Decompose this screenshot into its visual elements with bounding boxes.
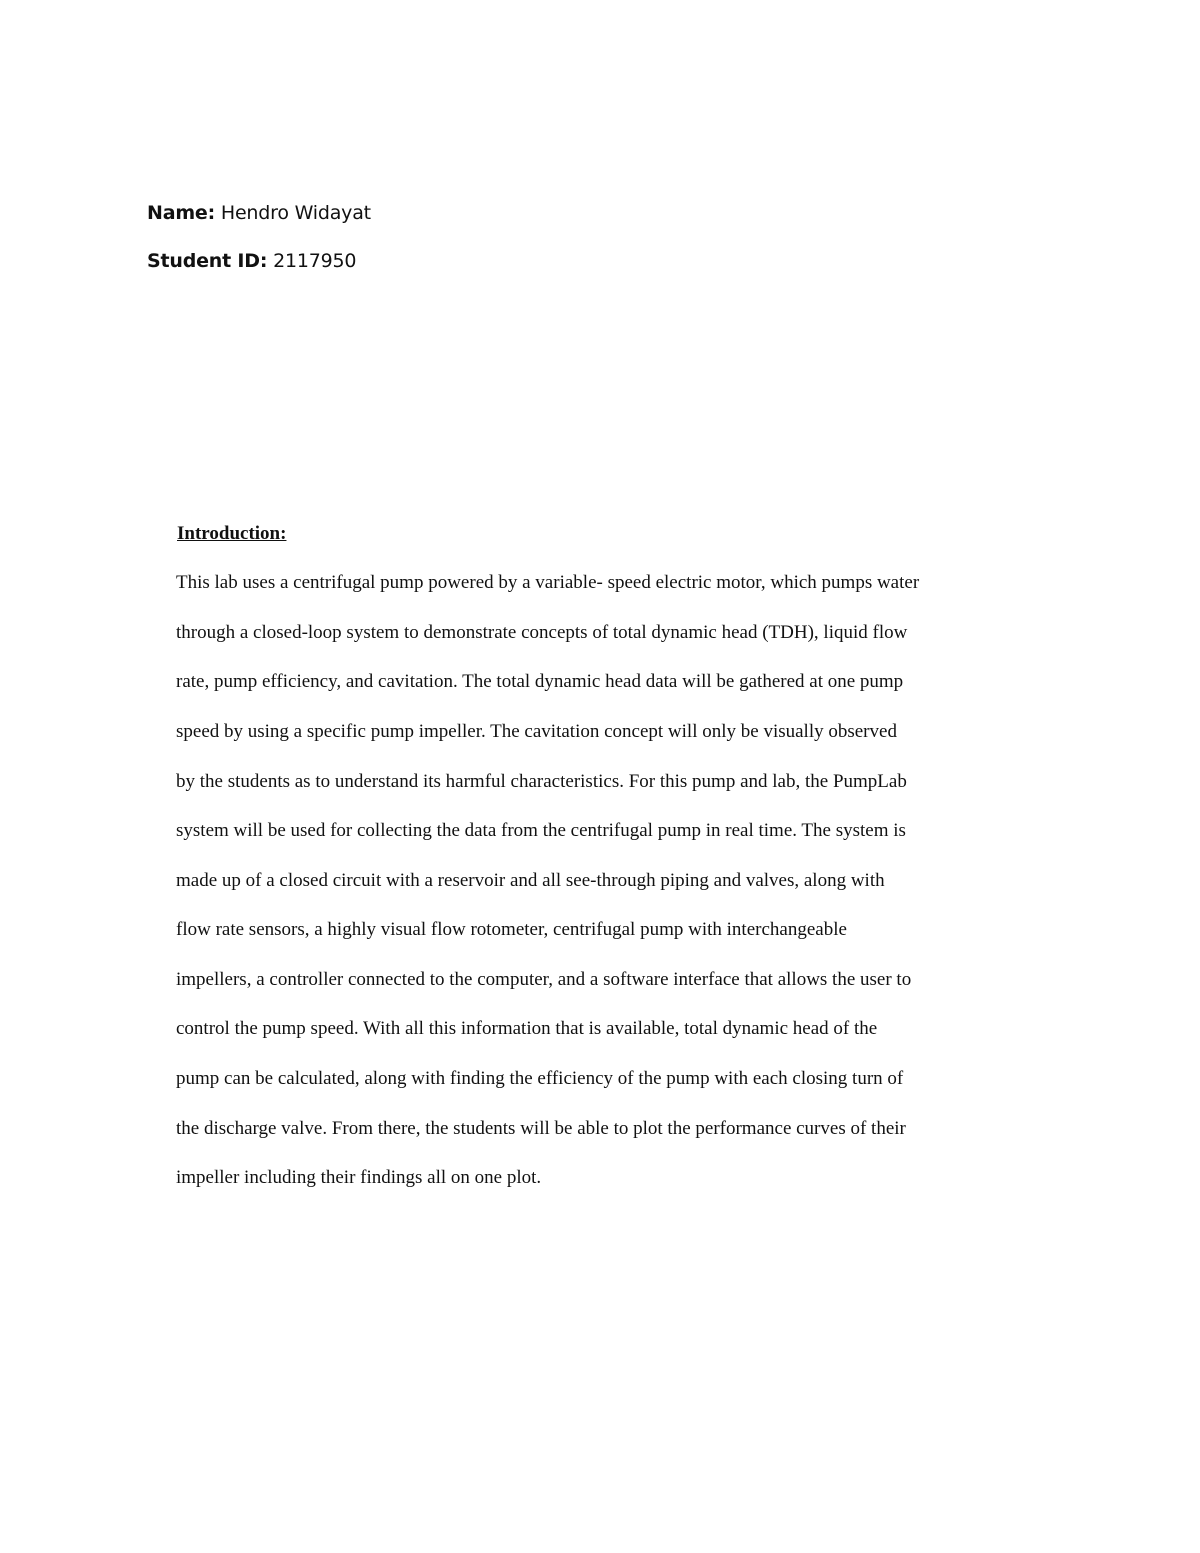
introduction-line-5: by the students as to understand its harmful characteristics. For this pump and lab, the PumpLab [176,771,907,792]
introduction-line-8: flow rate sensors, a highly visual flow rotometer, centrifugal pump with interchangeable [176,919,847,940]
student-name-line [147,201,371,225]
introduction-line-7: made up of a closed circuit with a reservoir and all see-through piping and valves, along with [176,870,885,891]
student-id-label: Student ID: [147,250,268,272]
introduction-line-12: the discharge valve. From there, the students will be able to plot the performance curves of their [176,1118,906,1139]
name-label: Name: [147,202,216,224]
introduction-line-6: system will be used for collecting the data from the centrifugal pump in real time. The system is [176,820,906,841]
name-value: Hendro Widayat [215,202,371,224]
introduction-line-4: speed by using a specific pump impeller. The cavitation concept will only be visually observed [176,721,897,742]
introduction-heading: Introduction: [177,523,287,544]
introduction-line-2: through a closed-loop system to demonstrate concepts of total dynamic head (TDH), liquid flow [176,622,908,643]
introduction-line-11: pump can be calculated, along with finding the efficiency of the pump with each closing turn of [176,1068,904,1089]
introduction-line-13: impeller including their findings all on one plot. [176,1167,542,1188]
student-id-line [147,249,356,273]
introduction-line-3: rate, pump efficiency, and cavitation. The total dynamic head data will be gathered at one pump [176,671,904,692]
introduction-line-10: control the pump speed. With all this information that is available, total dynamic head of the [176,1018,878,1039]
introduction-line-9: impellers, a controller connected to the computer, and a software interface that allows the user to [176,969,912,990]
student-id-value: 2117950 [267,250,357,272]
introduction-line-1: This lab uses a centrifugal pump powered by a variable- speed electric motor, which pumps water [176,572,920,593]
